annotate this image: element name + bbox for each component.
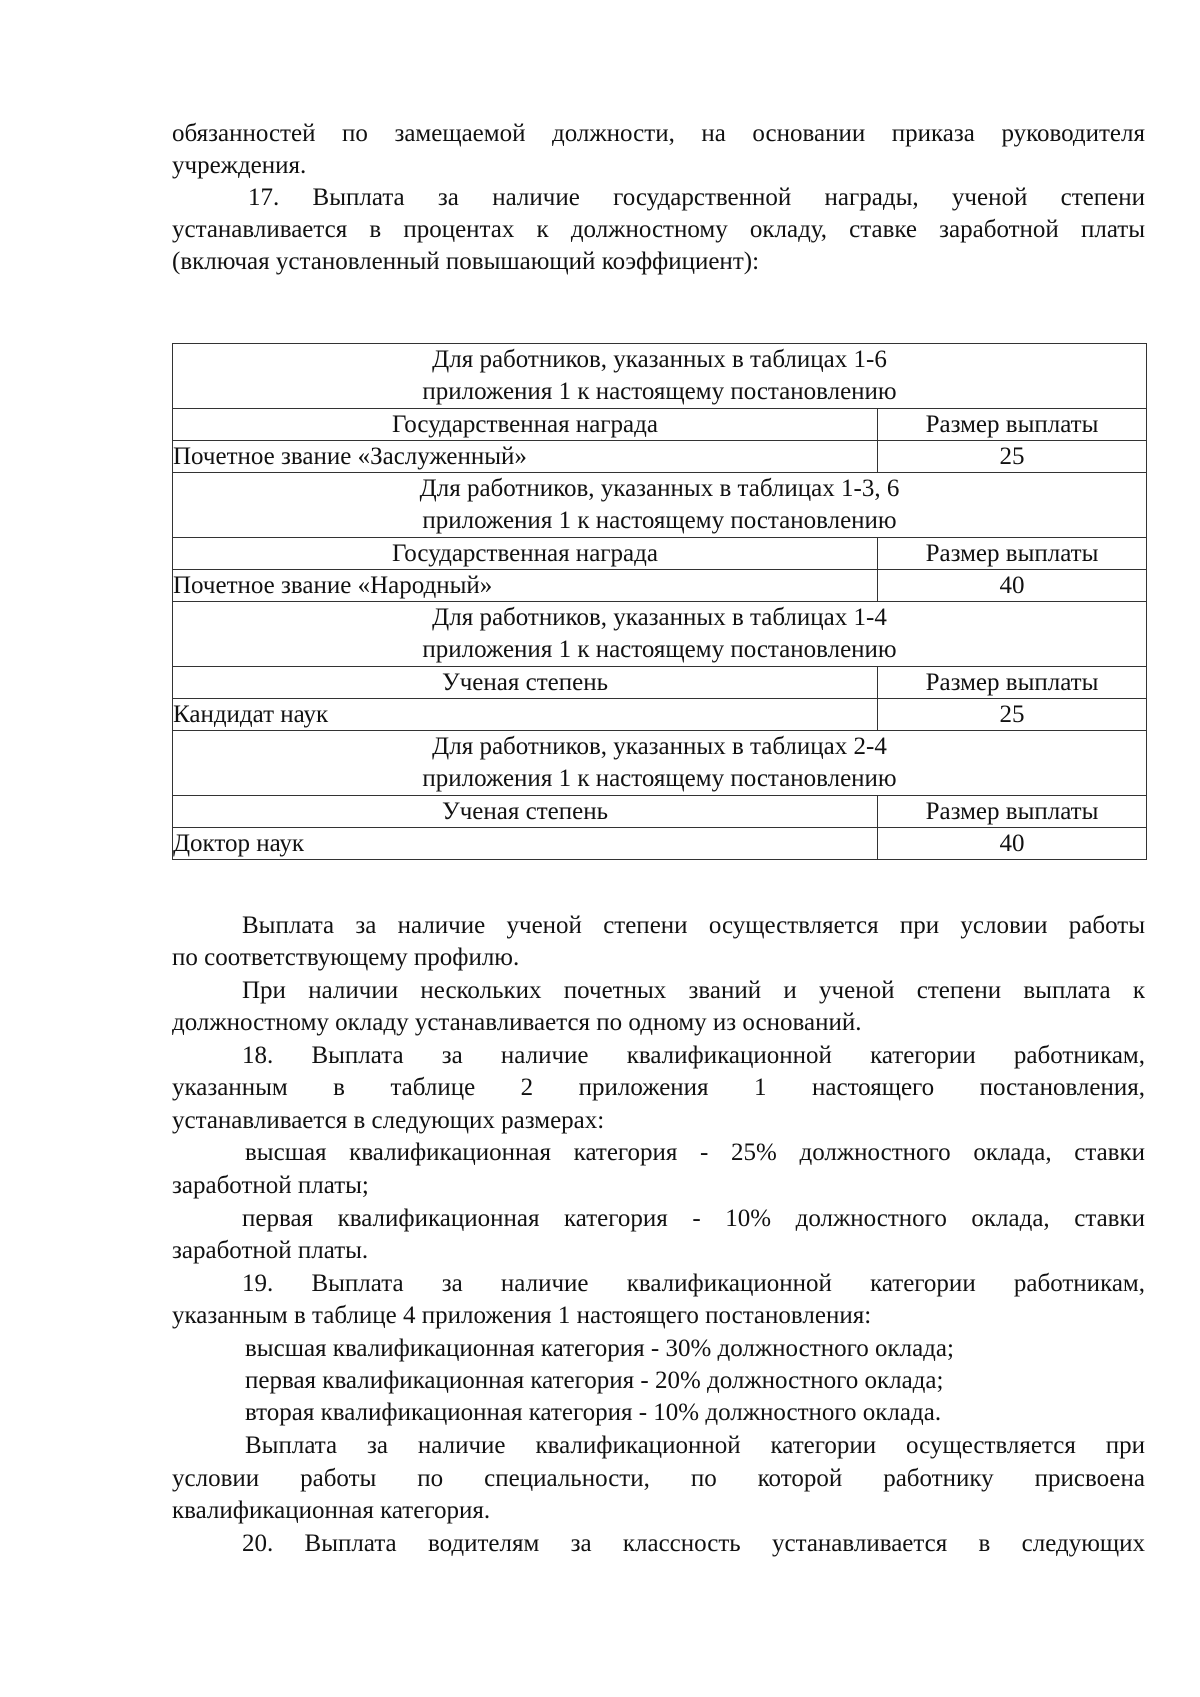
item-18-first-line-1: первая квалификационная категория - 10% должностного оклада, ставки <box>242 1205 1145 1232</box>
column-header-degree: Ученая степень <box>173 796 878 828</box>
multiple-titles-line-2: должностному окладу устанавливается по одному из оснований. <box>172 1009 862 1036</box>
payment-table <box>172 343 1147 860</box>
row-label: Кандидат наук <box>173 699 878 731</box>
table-header-row <box>173 409 1147 441</box>
item-19-line-2: указанным в таблице 4 приложения 1 настоящего постановления: <box>172 1302 872 1329</box>
table-group-title <box>173 344 1147 409</box>
column-header-degree: Ученая степень <box>173 667 878 699</box>
continuation-line-end: учреждения. <box>172 152 307 179</box>
group-title-line-2: приложения 1 к настоящему постановлению <box>422 507 897 534</box>
row-label: Почетное звание «Народный» <box>173 570 878 602</box>
row-label: Почетное звание «Заслуженный» <box>173 441 878 473</box>
table-group-title <box>173 602 1147 667</box>
item-17-line-3: (включая установленный повышающий коэффициент): <box>172 248 760 275</box>
degree-condition-line-1: Выплата за наличие ученой степени осуществляется при условии работы <box>242 912 1145 939</box>
row-value: 25 <box>878 441 1147 473</box>
item-18-line-1: 18. Выплата за наличие квалификационной категории работникам, <box>242 1042 1145 1069</box>
item-17-line-1: 17. Выплата за наличие государственной награды, ученой степени <box>248 184 1145 211</box>
table-group-title <box>173 473 1147 538</box>
column-header-size: Размер выплаты <box>878 796 1147 828</box>
column-header-award: Государственная награда <box>173 538 878 570</box>
group-title-line-1: Для работников, указанных в таблицах 1-4 <box>432 604 887 631</box>
item-18-line-2: указанным в таблице 2 приложения 1 настоящего постановления, <box>172 1074 1145 1101</box>
degree-condition-line-2: по соответствующему профилю. <box>172 944 520 971</box>
group-title-line-1: Для работников, указанных в таблицах 1-6 <box>432 346 887 373</box>
item-18-high-line-1: высшая квалификационная категория - 25% должностного оклада, ставки <box>245 1139 1145 1166</box>
group-title-line-2: приложения 1 к настоящему постановлению <box>422 636 897 663</box>
item-20-line-1: 20. Выплата водителям за классность устанавливается в следующих <box>242 1530 1145 1557</box>
column-header-size: Размер выплаты <box>878 667 1147 699</box>
multiple-titles-line-1: При наличии нескольких почетных званий и ученой степени выплата к <box>242 977 1145 1004</box>
item-19-line-1: 19. Выплата за наличие квалификационной категории работникам, <box>242 1270 1145 1297</box>
item-17-line-2: устанавливается в процентах к должностному окладу, ставке заработной платы <box>172 216 1145 243</box>
row-value: 40 <box>878 570 1147 602</box>
item-19-second: вторая квалификационная категория - 10% должностного оклада. <box>245 1399 942 1426</box>
row-value: 40 <box>878 828 1147 860</box>
item-19-high: высшая квалификационная категория - 30% должностного оклада; <box>245 1335 954 1362</box>
item-18-line-3: устанавливается в следующих размерах: <box>172 1107 605 1134</box>
category-condition-line-3: квалификационная категория. <box>172 1497 491 1524</box>
column-header-size: Размер выплаты <box>878 409 1147 441</box>
group-title-line-1: Для работников, указанных в таблицах 1-3, 6 <box>419 475 900 502</box>
category-condition-line-2: условии работы по специальности, по которой работнику присвоена <box>172 1465 1145 1492</box>
table-header-row <box>173 538 1147 570</box>
table-header-row <box>173 667 1147 699</box>
column-header-award: Государственная награда <box>173 409 878 441</box>
continuation-line: обязанностей по замещаемой должности, на основании приказа руководителя <box>172 120 1145 147</box>
table-row <box>173 570 1147 602</box>
column-header-size: Размер выплаты <box>878 538 1147 570</box>
item-18-first-line-2: заработной платы. <box>172 1237 369 1264</box>
row-label: Доктор наук <box>173 828 878 860</box>
group-title-line-1: Для работников, указанных в таблицах 2-4 <box>432 733 887 760</box>
item-18-high-line-2: заработной платы; <box>172 1172 369 1199</box>
table-group-title <box>173 731 1147 796</box>
category-condition-line-1: Выплата за наличие квалификационной категории осуществляется при <box>245 1432 1145 1459</box>
table-row <box>173 441 1147 473</box>
table-header-row <box>173 796 1147 828</box>
group-title-line-2: приложения 1 к настоящему постановлению <box>422 378 897 405</box>
item-19-first: первая квалификационная категория - 20% должностного оклада; <box>245 1367 944 1394</box>
group-title-line-2: приложения 1 к настоящему постановлению <box>422 765 897 792</box>
table-row <box>173 828 1147 860</box>
table-row <box>173 699 1147 731</box>
row-value: 25 <box>878 699 1147 731</box>
